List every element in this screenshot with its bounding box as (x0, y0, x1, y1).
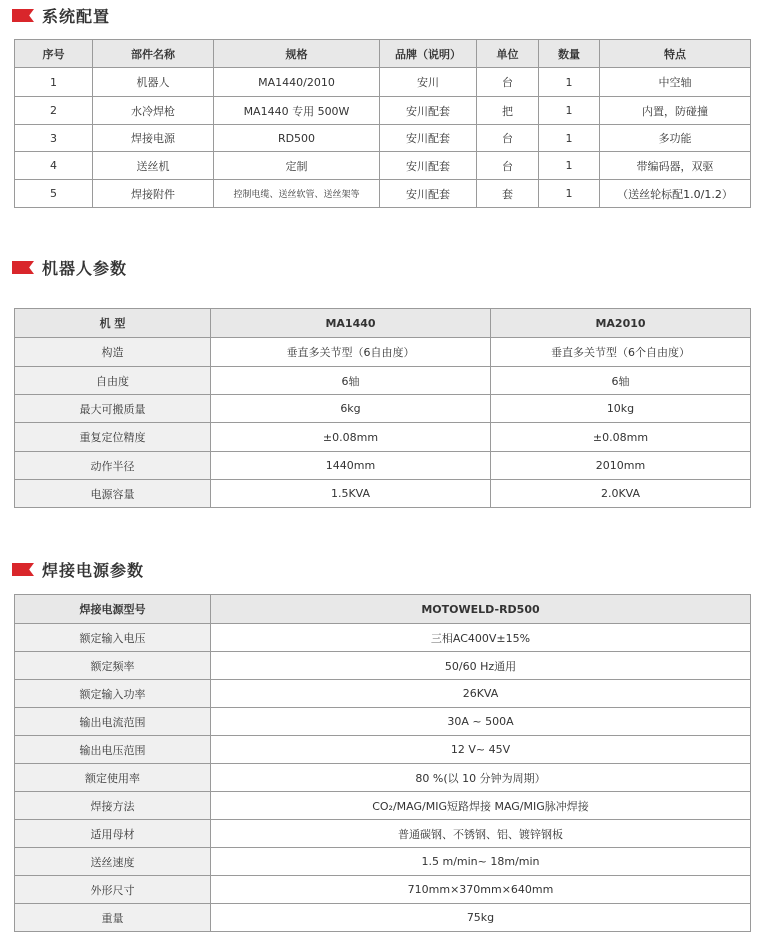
table-cell: 2 (15, 97, 93, 125)
table-cell: 普通碳钢、不锈钢、铝、镀锌钢板 (211, 820, 751, 848)
table-row (15, 680, 751, 708)
section-marker-icon (12, 9, 34, 22)
section-title-system: 系统配置 (12, 4, 110, 27)
table-cell: 1 (15, 68, 93, 97)
row-label: 额定输入电压 (15, 624, 211, 652)
header-cell: 品牌（说明） (380, 40, 477, 68)
row-label: 外形尺寸 (15, 876, 211, 904)
table-cell: 1 (539, 68, 600, 97)
table-row (15, 904, 751, 932)
table-row (15, 736, 751, 764)
table-row (15, 97, 751, 125)
row-label: 自由度 (15, 367, 211, 395)
table-row (15, 367, 751, 395)
table-cell: 控制电缆、送丝软管、送丝架等 (214, 180, 380, 208)
table-header-row (15, 40, 751, 68)
table-cell: 3 (15, 125, 93, 152)
table-cell: 安川配套 (380, 125, 477, 152)
table-cell: 75kg (211, 904, 751, 932)
table-row (15, 125, 751, 152)
table-cell: 焊接附件 (93, 180, 214, 208)
header-cell: 焊接电源型号 (15, 595, 211, 624)
table-cell: 6轴 (211, 367, 491, 395)
section-marker-icon (12, 261, 34, 274)
table-cell: 机器人 (93, 68, 214, 97)
table-cell: CO₂/MAG/MIG短路焊接 MAG/MIG脉冲焊接 (211, 792, 751, 820)
row-label: 送丝速度 (15, 848, 211, 876)
table-cell: 10kg (491, 395, 751, 423)
table-row (15, 152, 751, 180)
table-cell: 焊接电源 (93, 125, 214, 152)
table-header-row (15, 595, 751, 624)
table-cell: 中空轴 (600, 68, 751, 97)
table-row (15, 876, 751, 904)
table-cell: 多功能 (600, 125, 751, 152)
table-cell: 安川配套 (380, 97, 477, 125)
system-config-table (14, 39, 751, 208)
header-cell: MOTOWELD-RD500 (211, 595, 751, 624)
table-cell: 带编码器，双驱 (600, 152, 751, 180)
table-row (15, 395, 751, 423)
table-cell: 套 (477, 180, 539, 208)
table-row (15, 820, 751, 848)
table-cell: 水冷焊枪 (93, 97, 214, 125)
table-header-row (15, 309, 751, 338)
table-cell: 1 (539, 125, 600, 152)
table-row (15, 652, 751, 680)
table-cell: 1440mm (211, 452, 491, 480)
row-label: 构造 (15, 338, 211, 367)
table-row (15, 624, 751, 652)
table-cell: 5 (15, 180, 93, 208)
table-row (15, 180, 751, 208)
table-row (15, 423, 751, 452)
robot-params-table (14, 308, 751, 508)
table-cell: 内置，防碰撞 (600, 97, 751, 125)
row-label: 额定输入功率 (15, 680, 211, 708)
section-title-welder: 焊接电源参数 (12, 558, 144, 581)
table-cell: 台 (477, 152, 539, 180)
section-title-robot: 机器人参数 (12, 256, 127, 279)
table-cell: （送丝轮标配1.0/1.2） (600, 180, 751, 208)
table-cell: MA1440 专用 500W (214, 97, 380, 125)
table-cell: 台 (477, 68, 539, 97)
table-cell: 定制 (214, 152, 380, 180)
table-row (15, 708, 751, 736)
header-cell: 机 型 (15, 309, 211, 338)
table-cell: 台 (477, 125, 539, 152)
table-row (15, 848, 751, 876)
header-cell: MA1440 (211, 309, 491, 338)
table-row (15, 792, 751, 820)
header-cell: 单位 (477, 40, 539, 68)
table-cell: 26KVA (211, 680, 751, 708)
table-cell: MA1440/2010 (214, 68, 380, 97)
row-label: 最大可搬质量 (15, 395, 211, 423)
table-cell: 6kg (211, 395, 491, 423)
table-row (15, 764, 751, 792)
row-label: 重量 (15, 904, 211, 932)
table-row (15, 452, 751, 480)
table-cell: 50/60 Hz通用 (211, 652, 751, 680)
header-cell: 特点 (600, 40, 751, 68)
table-cell: 80 %(以 10 分钟为周期） (211, 764, 751, 792)
header-cell: 规格 (214, 40, 380, 68)
table-cell: 2010mm (491, 452, 751, 480)
row-label: 适用母材 (15, 820, 211, 848)
row-label: 额定频率 (15, 652, 211, 680)
header-cell: MA2010 (491, 309, 751, 338)
table-row (15, 338, 751, 367)
table-cell: 6轴 (491, 367, 751, 395)
row-label: 焊接方法 (15, 792, 211, 820)
table-cell: 1.5 m/min~ 18m/min (211, 848, 751, 876)
row-label: 电源容量 (15, 480, 211, 508)
row-label: 动作半径 (15, 452, 211, 480)
table-cell: ±0.08mm (491, 423, 751, 452)
table-cell: 三相AC400V±15% (211, 624, 751, 652)
table-cell: 垂直多关节型（6个自由度） (491, 338, 751, 367)
table-cell: 把 (477, 97, 539, 125)
header-cell: 数量 (539, 40, 600, 68)
row-label: 重复定位精度 (15, 423, 211, 452)
table-cell: 1 (539, 180, 600, 208)
section-marker-icon (12, 563, 34, 576)
table-row (15, 68, 751, 97)
table-cell: 安川 (380, 68, 477, 97)
table-row (15, 480, 751, 508)
row-label: 输出电流范围 (15, 708, 211, 736)
welder-params-table (14, 594, 751, 932)
table-cell: 2.0KVA (491, 480, 751, 508)
table-cell: 垂直多关节型（6自由度） (211, 338, 491, 367)
table-cell: 1.5KVA (211, 480, 491, 508)
table-cell: 4 (15, 152, 93, 180)
table-cell: 12 V~ 45V (211, 736, 751, 764)
row-label: 额定使用率 (15, 764, 211, 792)
table-cell: RD500 (214, 125, 380, 152)
table-cell: 1 (539, 97, 600, 125)
table-cell: 1 (539, 152, 600, 180)
table-cell: 710mm×370mm×640mm (211, 876, 751, 904)
header-cell: 序号 (15, 40, 93, 68)
header-cell: 部件名称 (93, 40, 214, 68)
table-cell: 安川配套 (380, 152, 477, 180)
row-label: 输出电压范围 (15, 736, 211, 764)
table-cell: 送丝机 (93, 152, 214, 180)
table-cell: 安川配套 (380, 180, 477, 208)
table-cell: 30A ~ 500A (211, 708, 751, 736)
table-cell: ±0.08mm (211, 423, 491, 452)
